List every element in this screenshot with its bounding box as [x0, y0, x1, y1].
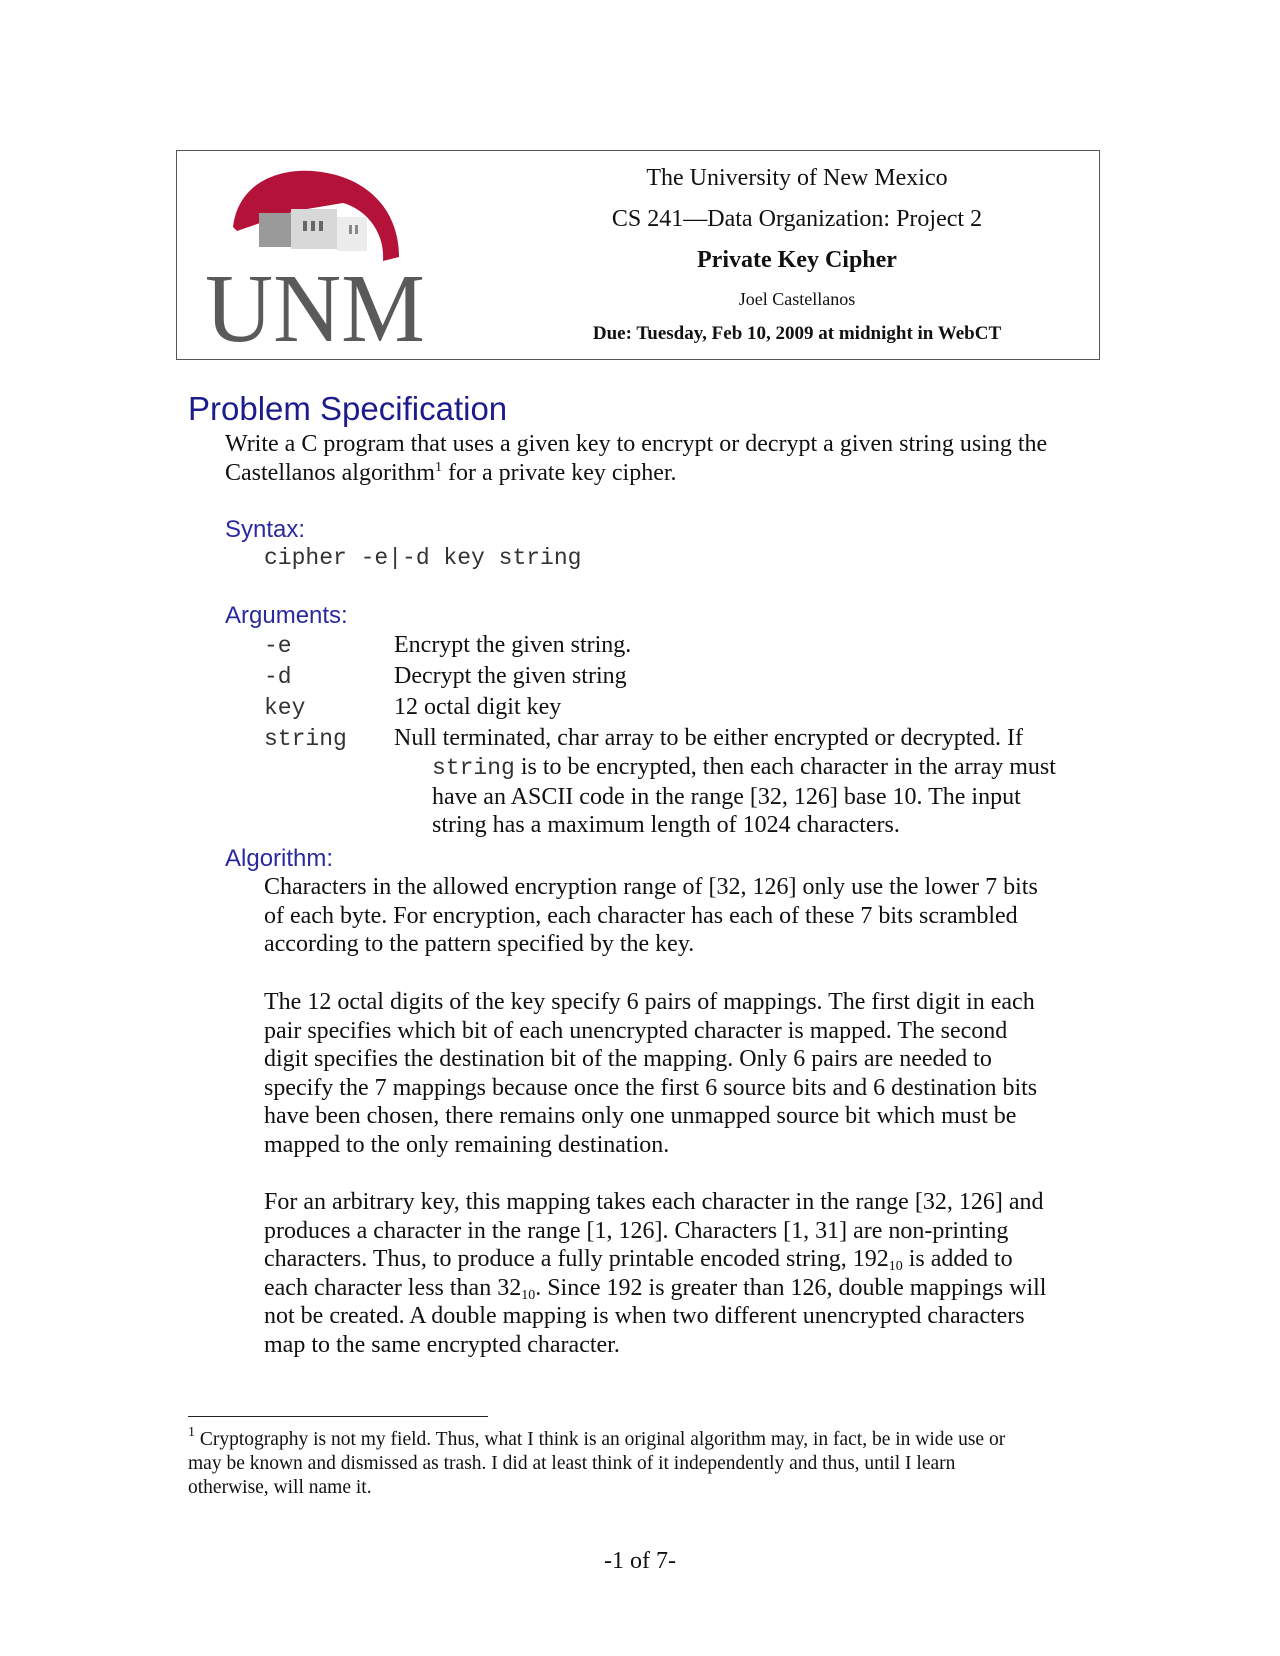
algo-p2-line: The 12 octal digits of the key specify 6 pairs of mappings. The first digit in each [264, 989, 1035, 1015]
page-number: -1 of 7- [604, 1548, 676, 1574]
university-name: The University of New Mexico [646, 165, 948, 191]
base-subscript: 10 [888, 1259, 903, 1274]
due-date: Due: Tuesday, Feb 10, 2009 at midnight in WebCT [592, 323, 1002, 344]
algo-p2-line: pair specifies which bit of each unencrypted character is mapped. The second [264, 1017, 1008, 1044]
algo-p2-line: specify the 7 mappings because once the first 6 source bits and 6 destination bits [264, 1074, 1038, 1101]
arg-name-key: key [264, 695, 306, 721]
arguments-heading: Arguments: [225, 602, 348, 629]
footnote-divider [188, 1416, 488, 1417]
arg-desc-e: Encrypt the given string. [394, 632, 632, 658]
algo-p3-line: produces a character in the range [1, 126]. Characters [1, 31] are non-printing [264, 1217, 1009, 1244]
arg-name-d: -d [264, 664, 292, 690]
arg-name-string: string [264, 726, 347, 752]
header-box [176, 150, 1100, 360]
course-title: CS 241—Data Organization: Project 2 [611, 206, 983, 232]
algorithm-paragraph-3 [264, 1188, 1124, 1359]
logo-unm-text: UNM [205, 255, 425, 349]
arg-name-e: -e [264, 633, 292, 659]
algo-p3-line: each character less than 32 [264, 1274, 522, 1301]
syntax-command: cipher -e|-d key string [264, 545, 582, 571]
string-cont-line-2: have an ASCII code in the range [32, 126] base 10. The input [432, 783, 1021, 810]
algo-p3-line: characters. Thus, to produce a fully printable encoded string, 192 [264, 1246, 889, 1272]
algo-p2-line: digit specifies the destination bit of the mapping. Only 6 pairs are needed to [264, 1046, 992, 1072]
footnote [188, 1425, 1088, 1500]
string-code: string [432, 755, 515, 781]
base-subscript: 10 [521, 1287, 536, 1303]
intro-line-1: Write a C program that uses a given key to encrypt or decrypt a given string using the [225, 431, 1048, 457]
footnote-mark: 1 [188, 1425, 195, 1440]
algo-p3-line: map to the same encrypted character. [264, 1331, 620, 1358]
footnote-ref: 1 [434, 459, 442, 475]
string-cont-line-3: string has a maximum length of 1024 characters. [432, 812, 900, 838]
algo-p3-line: . Since 192 is greater than 126, double mappings will [535, 1274, 1047, 1301]
footnote-line: may be known and dismissed as trash. I did at least think of it independently and thus, until I learn [188, 1453, 956, 1474]
unm-logo [203, 169, 443, 349]
footnote-line: otherwise, will name it. [188, 1477, 372, 1498]
project-title: Private Key Cipher [697, 247, 897, 273]
algo-p3-line: not be created. A double mapping is when two different unencrypted characters [264, 1303, 1025, 1329]
algo-p2-line: mapped to the only remaining destination. [264, 1131, 670, 1158]
arg-desc-string: Null terminated, char array to be either encrypted or decrypted. If [394, 725, 1024, 751]
problem-intro [225, 430, 1125, 487]
string-cont-line-1: is to be encrypted, then each character in the array must [514, 754, 1056, 780]
arg-desc-string-cont [432, 753, 1112, 840]
intro-line-2b: for a private key cipher. [441, 459, 677, 486]
algorithm-heading: Algorithm: [225, 845, 334, 872]
algo-p1-line: according to the pattern specified by the key. [264, 931, 695, 957]
problem-spec-heading: Problem Specification [188, 390, 508, 427]
algo-p1-line: Characters in the allowed encryption range of [32, 126] only use the lower 7 bits [264, 874, 1038, 900]
algo-p3-line: For an arbitrary key, this mapping takes each character in the range [32, 126] and [264, 1189, 1044, 1215]
author-name: Joel Castellanos [738, 289, 856, 309]
algo-p1-line: of each byte. For encryption, each character has each of these 7 bits scrambled [264, 902, 1018, 929]
arg-desc-d: Decrypt the given string [394, 663, 627, 689]
logo-building-left [259, 213, 295, 247]
algorithm-paragraph-1 [264, 873, 1124, 959]
syntax-heading: Syntax: [225, 516, 306, 543]
algo-p2-line: have been chosen, there remains only one unmapped source bit which must be [264, 1103, 1017, 1129]
algorithm-paragraph-2 [264, 988, 1124, 1159]
footnote-line: Cryptography is not my field. Thus, what I think is an original algorithm may, in fact, be in wide use or [195, 1429, 1006, 1450]
intro-line-2a: Castellanos algorithm [225, 459, 435, 486]
arg-desc-key: 12 octal digit key [394, 694, 562, 720]
algo-p3-line: is added to [902, 1246, 1013, 1272]
